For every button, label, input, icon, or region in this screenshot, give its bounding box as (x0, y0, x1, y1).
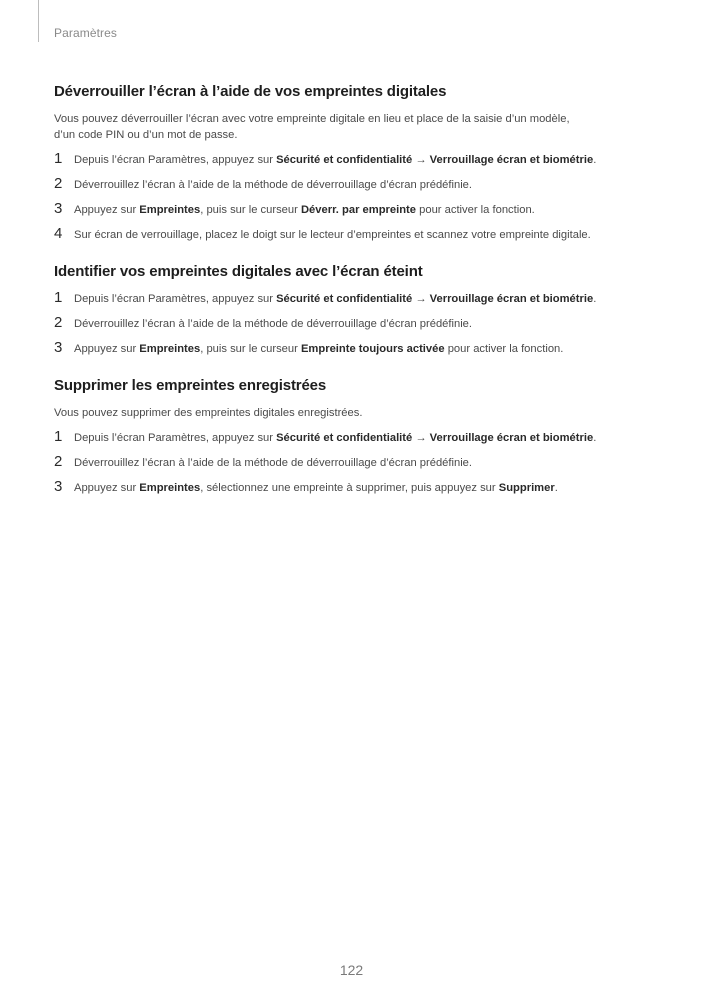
menu-path-item: Empreintes (139, 343, 201, 355)
menu-path-item: Déverr. par empreinte (300, 204, 417, 216)
menu-path-item: Sécurité et confidentialité (276, 293, 413, 305)
section-intro (54, 111, 674, 143)
step-number: 1 (54, 289, 63, 306)
step-text: . (593, 293, 597, 305)
intro-line: Vous pouvez supprimer des empreintes digitales enregistrées. (54, 407, 363, 419)
menu-path-item: Empreintes (139, 204, 201, 216)
steps-list (54, 291, 674, 357)
menu-path-item: Sécurité et confidentialité (276, 432, 413, 444)
step-text: pour activer la fonction. (444, 343, 564, 355)
step-text: Appuyez sur (74, 482, 140, 494)
step-item (54, 177, 674, 193)
step-item (54, 316, 674, 332)
step-number: 2 (54, 314, 63, 331)
intro-line: Vous pouvez déverrouiller l’écran avec votre empreinte digitale en lieu et place de la saisie d’un modèle, (54, 113, 570, 125)
step-number: 3 (54, 339, 63, 356)
step-number: 3 (54, 200, 63, 217)
step-text: , sélectionnez une empreinte à supprimer, puis appuyez sur (200, 482, 499, 494)
menu-path-item: Supprimer (498, 482, 555, 494)
main-content (54, 82, 674, 496)
step-item (54, 152, 674, 168)
step-text: → (412, 432, 430, 444)
menu-path-item: Empreintes (139, 482, 201, 494)
step-item (54, 202, 674, 218)
step-text: Déverrouillez l’écran à l’aide de la méthode de déverrouillage d’écran prédéfinie. (74, 318, 473, 330)
step-text: . (554, 482, 558, 494)
step-item (54, 455, 674, 471)
step-number: 1 (54, 150, 63, 167)
step-number: 3 (54, 478, 63, 495)
margin-rule (38, 0, 39, 42)
step-text: Déverrouillez l’écran à l’aide de la méthode de déverrouillage d’écran prédéfinie. (74, 179, 473, 191)
section-delete-fingerprints (54, 376, 674, 496)
menu-path-item: Empreinte toujours activée (300, 343, 445, 355)
step-text: Depuis l’écran Paramètres, appuyez sur (74, 154, 277, 166)
menu-path-item: Verrouillage écran et biométrie (429, 432, 594, 444)
step-text: , puis sur le curseur (200, 204, 301, 216)
step-text: → (412, 293, 430, 305)
step-number: 1 (54, 428, 63, 445)
step-item (54, 480, 674, 496)
step-item (54, 341, 674, 357)
step-text: pour activer la fonction. (416, 204, 535, 216)
section-heading: Supprimer les empreintes enregistrées (54, 377, 327, 394)
step-number: 2 (54, 175, 63, 192)
step-text: Depuis l’écran Paramètres, appuyez sur (74, 432, 277, 444)
menu-path-item: Sécurité et confidentialité (276, 154, 413, 166)
step-item (54, 430, 674, 446)
step-text: Déverrouillez l’écran à l’aide de la méthode de déverrouillage d’écran prédéfinie. (74, 457, 473, 469)
section-unlock-with-fingerprint (54, 82, 674, 243)
steps-list (54, 430, 674, 496)
section-intro (54, 405, 674, 421)
section-screen-off-fingerprint (54, 262, 674, 357)
intro-line: d’un code PIN ou d’un mot de passe. (54, 129, 238, 141)
step-number: 4 (54, 225, 63, 242)
step-number: 2 (54, 453, 63, 470)
step-text: . (593, 432, 597, 444)
section-heading: Identifier vos empreintes digitales avec l’écran éteint (54, 263, 423, 280)
step-text: . (593, 154, 597, 166)
step-item (54, 291, 674, 307)
step-text: → (412, 154, 430, 166)
step-text: Depuis l’écran Paramètres, appuyez sur (74, 293, 277, 305)
step-text: Appuyez sur (74, 204, 140, 216)
step-text: Sur écran de verrouillage, placez le doigt sur le lecteur d’empreintes et scannez votre empreinte digitale. (74, 229, 591, 241)
step-text: Appuyez sur (74, 343, 140, 355)
section-heading: Déverrouiller l’écran à l’aide de vos empreintes digitales (54, 83, 447, 100)
menu-path-item: Verrouillage écran et biométrie (429, 154, 594, 166)
running-header: Paramètres (54, 26, 118, 40)
step-text: , puis sur le curseur (200, 343, 301, 355)
menu-path-item: Verrouillage écran et biométrie (429, 293, 594, 305)
page-number: 122 (339, 962, 364, 978)
steps-list (54, 152, 674, 243)
step-item (54, 227, 674, 243)
